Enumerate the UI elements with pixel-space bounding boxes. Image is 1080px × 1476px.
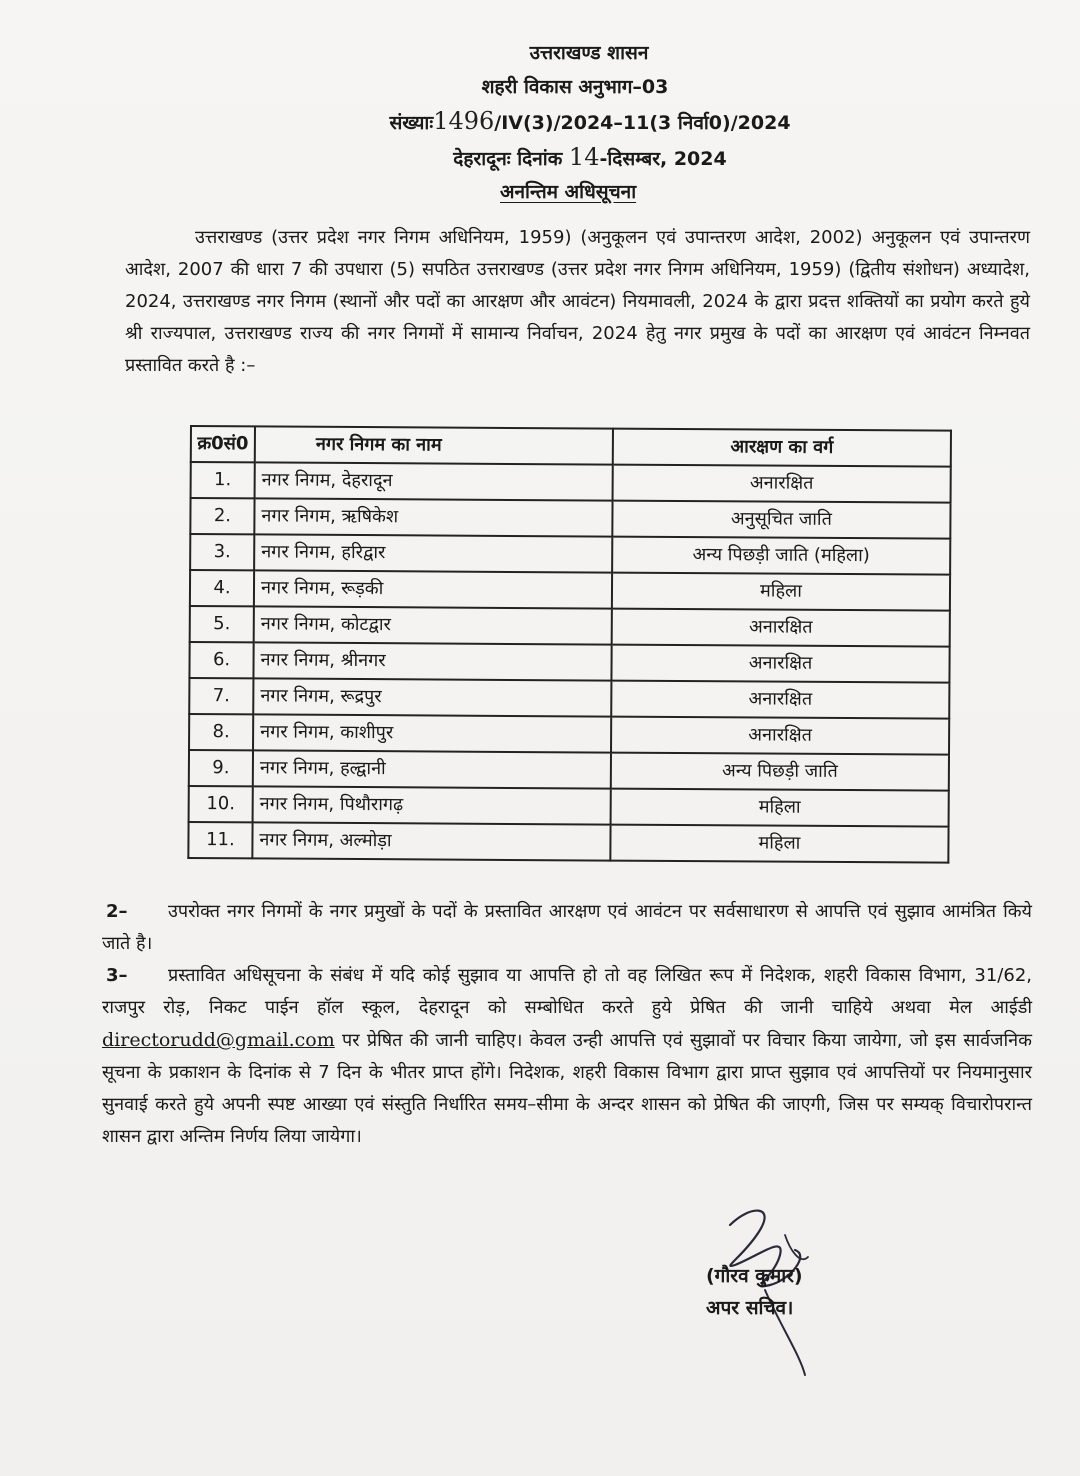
table-row (189, 642, 949, 683)
government-name: उत्तराखण्ड शासन (529, 42, 649, 64)
row-serial: 3. (190, 534, 254, 570)
date-prefix: देहरादूनः दिनांक (453, 148, 569, 170)
header-serial: क्र0सं0 (191, 426, 255, 462)
row-category: अनारक्षित (613, 465, 951, 503)
row-category: अनारक्षित (612, 609, 950, 647)
date-handwritten-day: 14 (568, 143, 600, 171)
table-row (189, 714, 949, 755)
paragraph-1 (125, 222, 1030, 382)
paragraph-2-text: उपरोक्त नगर निगमों के नगर प्रमुखों के पदों के प्रस्तावित आरक्षण एवं आवंटन पर सर्वसाधारण से आपत्ति एवं सुझाव आमंत्रित किये जाते है। (102, 901, 1032, 954)
signatory-name: (गौरव कुमार) (706, 1265, 803, 1287)
row-serial: 11. (188, 822, 252, 858)
row-corporation-name: नगर निगम, काशीपुर (253, 714, 611, 752)
row-category: महिला (610, 825, 948, 863)
row-category: अनारक्षित (611, 717, 949, 755)
row-serial: 10. (189, 786, 253, 822)
reference-number (100, 104, 1080, 140)
row-serial: 5. (190, 606, 254, 642)
paragraph-2-number: 2– (106, 901, 128, 922)
row-corporation-name: नगर निगम, हरिद्वार (254, 534, 612, 572)
row-serial: 7. (189, 678, 253, 714)
row-corporation-name: नगर निगम, पिथौरागढ़ (253, 786, 611, 824)
row-corporation-name: नगर निगम, रूद्रपुर (253, 678, 611, 716)
paragraph-3-number: 3– (106, 965, 128, 986)
table-row (190, 498, 950, 539)
table-row (189, 678, 949, 719)
handwritten-signature (690, 1195, 890, 1385)
letter-header (0, 36, 1080, 176)
row-category: अनारक्षित (611, 645, 949, 683)
header-reservation-category: आरक्षण का वर्ग (613, 429, 951, 467)
row-serial: 4. (190, 570, 254, 606)
paragraph-2 (102, 896, 1032, 960)
row-corporation-name: नगर निगम, कोटद्वार (254, 606, 612, 644)
row-serial: 1. (191, 462, 255, 498)
paragraph-3-text-before: प्रस्तावित अधिसूचना के संबंध में यदि कोई सुझाव या आपत्ति हो तो वह लिखित रूप में निदेशक, शहरी विकास विभाग, 31/62, राजपुर रोड़, निकट पाईन हॉल स्कूल, देहरादून को सम्बोधित करते हुये प्रेषित की जानी चाहिये अथवा मेल आईडी (102, 965, 1032, 1018)
reference-prefix: संख्याः (389, 112, 434, 134)
table-row (190, 570, 950, 611)
letter-date (100, 140, 1080, 176)
table-row (189, 786, 949, 827)
table-header-row (191, 426, 951, 467)
table-row (188, 822, 948, 863)
row-corporation-name: नगर निगम, ऋषिकेश (254, 498, 612, 536)
row-category: अन्य पिछड़ी जाति (611, 753, 949, 791)
row-serial: 2. (190, 498, 254, 534)
row-corporation-name: नगर निगम, श्रीनगर (253, 642, 611, 680)
table-row (190, 606, 950, 647)
row-corporation-name: नगर निगम, हल्द्वानी (253, 750, 611, 788)
date-suffix: -दिसम्बर, 2024 (599, 148, 727, 170)
paragraph-1-text: उत्तराखण्ड (उत्तर प्रदेश नगर निगम अधिनियम, 1959) (अनुकूलन एवं उपान्तरण आदेश, 2002) अनुकूलन एवं उपान्तरण आदेश, 2007 की धारा 7 की उपधारा (5) सपठित उत्तराखण्ड (उत्तर प्रदेश नगर निगम अधिनियम, 1959) (द्वितीय संशोधन) अध्यादेश, 2024, उत्तराखण्ड नगर निगम (स्थानों और पदों का आरक्षण और आवंटन) नियमावली, 2024 के द्वारा प्रदत्त शक्तियों का प्रयोग करते हुये श्री राज्यपाल, उत्तराखण्ड राज्य की नगर निगमों में सामान्य निर्वाचन, 2024 हेतु नगर प्रमुख के पदों का आरक्षण एवं आवंटन निम्नवत प्रस्तावित करते है :– (125, 227, 1030, 376)
table-row (189, 750, 949, 791)
row-category: महिला (612, 573, 950, 611)
row-category: महिला (611, 789, 949, 827)
row-serial: 8. (189, 714, 253, 750)
signatory-designation: अपर सचिव। (706, 1297, 794, 1319)
reference-suffix: /IV(3)/2024–11(3 निर्वा0)/2024 (494, 112, 791, 134)
row-serial: 6. (189, 642, 253, 678)
row-category: अनुसूचित जाति (612, 501, 950, 539)
row-category: अन्य पिछड़ी जाति (महिला) (612, 537, 950, 575)
header-corporation-name: नगर निगम का नाम (255, 426, 613, 464)
row-serial: 9. (189, 750, 253, 786)
table-row (190, 534, 950, 575)
row-category: अनारक्षित (611, 681, 949, 719)
signature-scribble-icon (690, 1195, 890, 1385)
table-row (191, 462, 951, 503)
row-corporation-name: नगर निगम, अल्मोड़ा (252, 822, 610, 860)
notification-title: अनन्तिम अधिसूचना (500, 181, 637, 203)
row-corporation-name: नगर निगम, देहरादून (255, 462, 613, 500)
email-link[interactable]: directorudd@gmail.com (102, 1029, 335, 1051)
reservation-table (187, 425, 952, 864)
paragraph-3-text-after: पर प्रेषित की जानी चाहिए। केवल उन्ही आपत्ति एवं सुझावों पर विचार किया जायेगा, जो इस सार्वजनिक सूचना के प्रकाशन के दिनांक से 7 दिन के भीतर प्राप्त होंगे। निदेशक, शहरी विकास विभाग द्वारा प्राप्त सुझाव एवं आपत्तियों पर नियमानुसार सुनवाई करते हुये अपनी स्पष्ट आख्या एवं संस्तुति निर्धारित समय–सीमा के अन्दर शासन को प्रेषित की जाएगी, जिस पर सम्यक् विचारोपरान्त शासन द्वारा अन्तिम निर्णय लिया जायेगा। (102, 1030, 1032, 1147)
paragraph-3 (102, 960, 1032, 1153)
department-section: शहरी विकास अनुभाग–03 (481, 76, 669, 98)
row-corporation-name: नगर निगम, रूड़की (254, 570, 612, 608)
reference-handwritten-number: 1496 (433, 107, 495, 135)
